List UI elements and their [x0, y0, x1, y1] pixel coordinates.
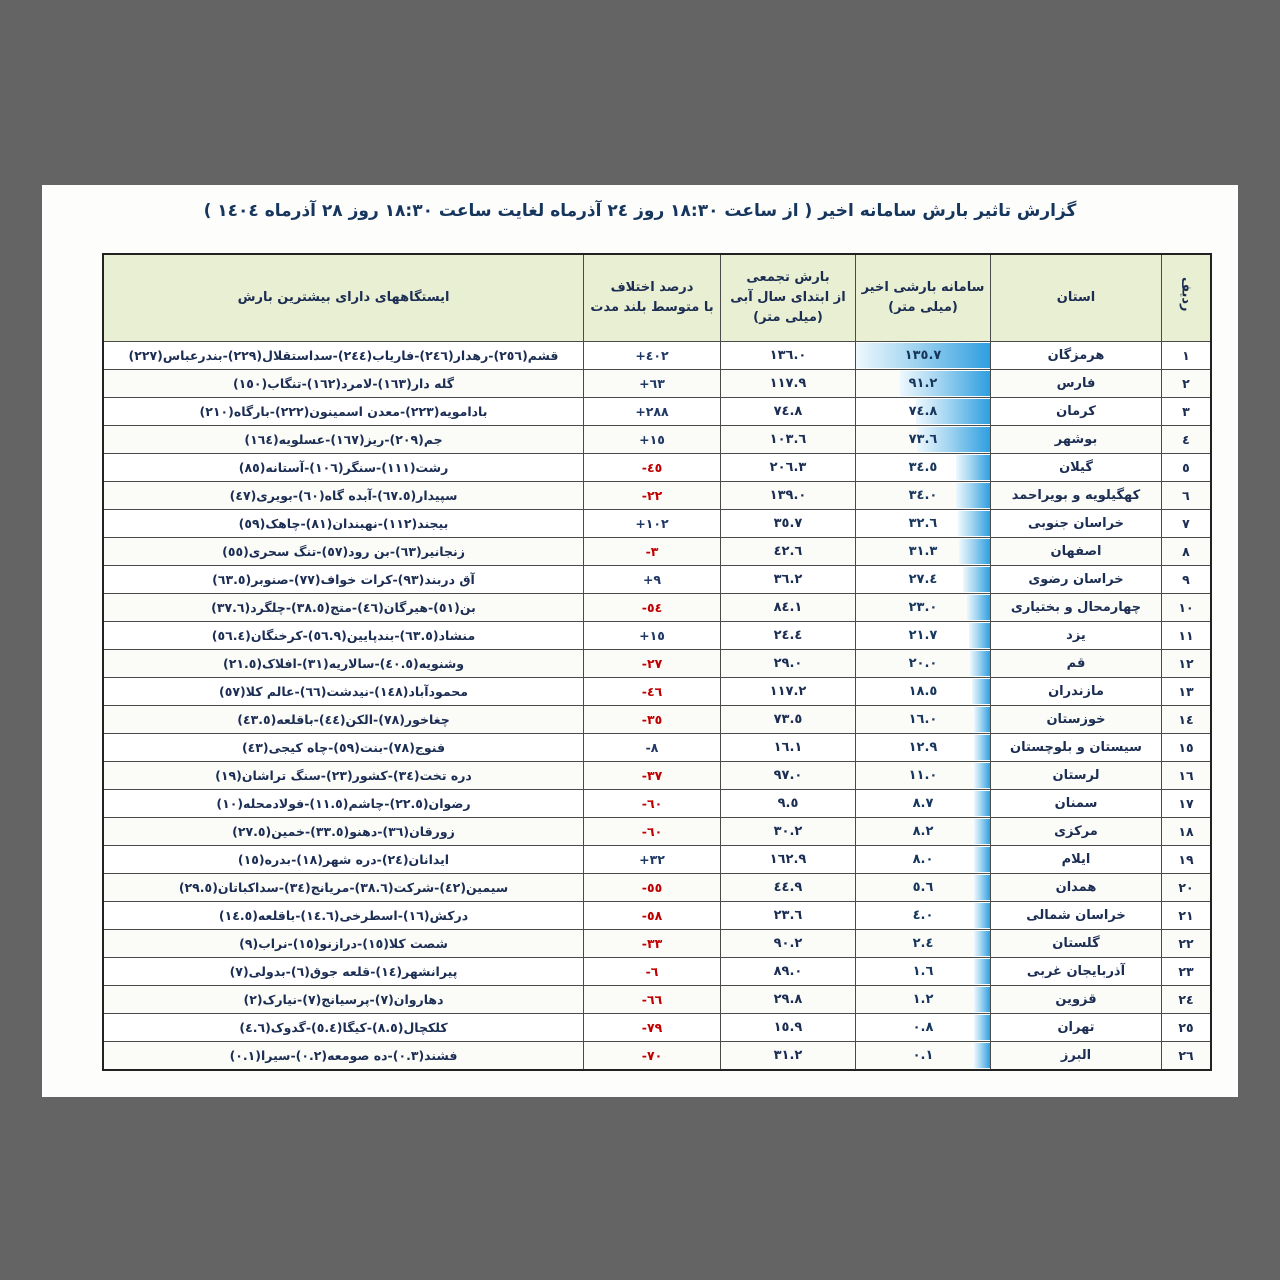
cell-top-stations: سیمین(٤٢)-شرکت(٣٨.٦)-مریانج(٣٤)-سداکباتان(٢٩.٥) — [103, 874, 584, 902]
cell-top-stations: بیجند(١١٢)-نهبندان(٨١)-چاهک(٥٩) — [103, 510, 584, 538]
cell-top-stations: محمودآباد(١٤٨)-نیدشت(٦٦)-عالم کلا(٥٧) — [103, 678, 584, 706]
cell-top-stations: آق دربند(٩٣)-کرات خواف(٧٧)-صنوبر(٦٣.٥) — [103, 566, 584, 594]
cell-cumulative-rain: ٩.٥ — [721, 790, 856, 818]
header-recent-line1: سامانه بارشی اخیر — [861, 279, 985, 295]
cell-row-number: ٨ — [1162, 538, 1212, 566]
cell-province: خراسان رضوی — [991, 566, 1162, 594]
recent-rain-value: ٧٤.٨ — [908, 404, 938, 419]
cell-row-number: ٢١ — [1162, 902, 1212, 930]
table-row — [103, 538, 1211, 566]
cell-percent-diff: +٢٨٨ — [584, 398, 721, 426]
cell-province: گلستان — [991, 930, 1162, 958]
cell-cumulative-rain: ١٥.٩ — [721, 1014, 856, 1042]
cell-row-number: ٧ — [1162, 510, 1212, 538]
table-row — [103, 1042, 1211, 1071]
cell-cumulative-rain: ٧٣.٥ — [721, 706, 856, 734]
cell-recent-rain — [856, 342, 991, 370]
cell-cumulative-rain: ٨٤.١ — [721, 594, 856, 622]
cell-cumulative-rain: ١٣٦.٠ — [721, 342, 856, 370]
cell-percent-diff: -٤٦ — [584, 678, 721, 706]
cell-recent-rain — [856, 510, 991, 538]
header-recent-line2: (میلی متر) — [888, 300, 958, 315]
cell-percent-diff: -٣٧ — [584, 762, 721, 790]
cell-top-stations: بن(٥١)-هیرگان(٤٦)-متج(٣٨.٥)-چلگرد(٣٧.٦) — [103, 594, 584, 622]
cell-province: فارس — [991, 370, 1162, 398]
cell-recent-rain — [856, 370, 991, 398]
rain-data-bar — [969, 623, 990, 648]
recent-rain-value: ١٦.٠ — [908, 712, 938, 727]
table-row — [103, 650, 1211, 678]
recent-rain-value: ١.٦ — [912, 964, 934, 979]
cell-row-number: ٦ — [1162, 482, 1212, 510]
rain-data-bar — [956, 483, 990, 508]
rain-data-bar — [974, 987, 990, 1012]
cell-percent-diff: -٥٨ — [584, 902, 721, 930]
cell-recent-rain — [856, 818, 991, 846]
cell-row-number: ٤ — [1162, 426, 1212, 454]
rain-data-bar — [974, 791, 990, 816]
cell-percent-diff: -٥٥ — [584, 874, 721, 902]
cell-row-number: ٢٠ — [1162, 874, 1212, 902]
table-row — [103, 958, 1211, 986]
recent-rain-value: ٩١.٢ — [908, 376, 938, 391]
cell-percent-diff: -٣٥ — [584, 706, 721, 734]
table-row — [103, 594, 1211, 622]
recent-rain-value: ١٨.٥ — [908, 684, 938, 699]
cell-recent-rain — [856, 762, 991, 790]
cell-top-stations: فشند(٠.٣)-ده صومعه(٠.٢)-سیرا(٠.١) — [103, 1042, 584, 1071]
cell-recent-rain — [856, 874, 991, 902]
cell-cumulative-rain: ٣١.٢ — [721, 1042, 856, 1071]
cell-recent-rain — [856, 734, 991, 762]
table-row — [103, 790, 1211, 818]
cell-top-stations: وشنویه(٤٠.٥)-سالاریه(٣١)-افلاک(٢١.٥) — [103, 650, 584, 678]
cell-row-number: ٢ — [1162, 370, 1212, 398]
cell-top-stations: زنجانیر(٦٣)-بن رود(٥٧)-تنگ سحری(٥٥) — [103, 538, 584, 566]
rain-data-bar — [974, 903, 990, 928]
cell-top-stations: گله دار(١٦٣)-لامرد(١٦٢)-تنگاب(١٥٠) — [103, 370, 584, 398]
table-row — [103, 706, 1211, 734]
header-top-stations: ایستگاههای دارای بیشترین بارش — [103, 254, 584, 342]
cell-row-number: ١٨ — [1162, 818, 1212, 846]
cell-row-number: ١٦ — [1162, 762, 1212, 790]
cell-recent-rain — [856, 902, 991, 930]
cell-row-number: ١١ — [1162, 622, 1212, 650]
recent-rain-value: ٠.١ — [912, 1048, 934, 1063]
table-row — [103, 622, 1211, 650]
cell-recent-rain — [856, 790, 991, 818]
cell-cumulative-rain: ٩٧.٠ — [721, 762, 856, 790]
cell-province: سیستان و بلوچستان — [991, 734, 1162, 762]
cell-top-stations: دره تخت(٣٤)-کشور(٢٣)-سنگ تراشان(١٩) — [103, 762, 584, 790]
table-row — [103, 734, 1211, 762]
cell-percent-diff: -٦٠ — [584, 818, 721, 846]
header-cum-line3: (میلی متر) — [753, 310, 823, 326]
cell-cumulative-rain: ٢٤.٤ — [721, 622, 856, 650]
cell-recent-rain — [856, 986, 991, 1014]
cell-province: بوشهر — [991, 426, 1162, 454]
rainfall-table — [102, 253, 1212, 1071]
cell-province: تهران — [991, 1014, 1162, 1042]
cell-row-number: ١٤ — [1162, 706, 1212, 734]
table-row — [103, 986, 1211, 1014]
recent-rain-value: ٠.٨ — [912, 1020, 934, 1035]
cell-cumulative-rain: ٧٤.٨ — [721, 398, 856, 426]
recent-rain-value: ١.٢ — [912, 992, 934, 1007]
cell-row-number: ٢٢ — [1162, 930, 1212, 958]
cell-row-number: ١ — [1162, 342, 1212, 370]
cell-cumulative-rain: ٤٤.٩ — [721, 874, 856, 902]
rain-data-bar — [956, 455, 990, 480]
cell-top-stations: درکش(١٦)-اسطرخی(١٤.٦)-باقلعه(١٤.٥) — [103, 902, 584, 930]
cell-cumulative-rain: ٩٠.٢ — [721, 930, 856, 958]
recent-rain-value: ٨.٢ — [912, 824, 934, 839]
recent-rain-value: ٣١.٣ — [908, 544, 938, 559]
rain-data-bar — [974, 847, 990, 872]
recent-rain-value: ٣٤.٠ — [908, 488, 938, 503]
cell-cumulative-rain: ٢٠٦.٣ — [721, 454, 856, 482]
cell-province: همدان — [991, 874, 1162, 902]
recent-rain-value: ١٢.٩ — [908, 740, 938, 755]
recent-rain-value: ٢٠.٠ — [908, 656, 938, 671]
cell-percent-diff: +٤٠٢ — [584, 342, 721, 370]
cell-province: قم — [991, 650, 1162, 678]
recent-rain-value: ٢٣.٠ — [908, 600, 938, 615]
cell-percent-diff: -٢٢ — [584, 482, 721, 510]
cell-province: خراسان شمالی — [991, 902, 1162, 930]
cell-top-stations: رشت(١١١)-سنگر(١٠٦)-آستانه(٨٥) — [103, 454, 584, 482]
cell-cumulative-rain: ١٦.١ — [721, 734, 856, 762]
recent-rain-value: ٢٧.٤ — [908, 572, 938, 587]
cell-top-stations: ایدانان(٢٤)-دره شهر(١٨)-بدره(١٥) — [103, 846, 584, 874]
cell-recent-rain — [856, 1014, 991, 1042]
table-row — [103, 818, 1211, 846]
cell-row-number: ٢٤ — [1162, 986, 1212, 1014]
recent-rain-value: ١١.٠ — [908, 768, 938, 783]
recent-rain-value: ٨.٧ — [912, 796, 934, 811]
cell-cumulative-rain: ٣٥.٧ — [721, 510, 856, 538]
header-percent-diff — [584, 254, 721, 342]
cell-province: البرز — [991, 1042, 1162, 1071]
cell-percent-diff: +٩ — [584, 566, 721, 594]
cell-cumulative-rain: ٨٩.٠ — [721, 958, 856, 986]
cell-row-number: ١٣ — [1162, 678, 1212, 706]
cell-row-number: ١٠ — [1162, 594, 1212, 622]
cell-recent-rain — [856, 930, 991, 958]
cell-cumulative-rain: ٢٣.٦ — [721, 902, 856, 930]
cell-top-stations: فنوج(٧٨)-بنت(٥٩)-چاه کیجی(٤٣) — [103, 734, 584, 762]
cell-province: قزوین — [991, 986, 1162, 1014]
table-row — [103, 454, 1211, 482]
cell-percent-diff: -٧٩ — [584, 1014, 721, 1042]
table-body — [103, 342, 1211, 1071]
cell-province: یزد — [991, 622, 1162, 650]
rain-data-bar — [972, 679, 990, 704]
rain-data-bar — [974, 819, 990, 844]
cell-percent-diff: -٢٧ — [584, 650, 721, 678]
cell-recent-rain — [856, 678, 991, 706]
cell-percent-diff: -٣ — [584, 538, 721, 566]
cell-row-number: ٢٥ — [1162, 1014, 1212, 1042]
rain-data-bar — [974, 959, 990, 984]
cell-recent-rain — [856, 958, 991, 986]
cell-recent-rain — [856, 1042, 991, 1071]
cell-top-stations: منشاد(٦٣.٥)-بندپایین(٥٦.٩)-کرخنگان(٥٦.٤) — [103, 622, 584, 650]
cell-cumulative-rain: ١٠٣.٦ — [721, 426, 856, 454]
table-row — [103, 370, 1211, 398]
report-title: گزارش تاثیر بارش سامانه اخیر ( از ساعت ١٨:٣٠ روز ٢٤ آذرماه لغایت ساعت ١٨:٣٠ روز ٢٨ آذرماه ١٤٠٤ ) — [203, 201, 1077, 221]
table-row — [103, 902, 1211, 930]
cell-cumulative-rain: ١٦٢.٩ — [721, 846, 856, 874]
table-row — [103, 846, 1211, 874]
cell-percent-diff: +١٥ — [584, 622, 721, 650]
cell-province: مرکزی — [991, 818, 1162, 846]
rain-data-bar — [974, 931, 990, 956]
cell-row-number: ٩ — [1162, 566, 1212, 594]
cell-top-stations: دهاروان(٧)-پرسیانج(٧)-نیارک(٢) — [103, 986, 584, 1014]
header-row-number — [1162, 254, 1212, 342]
cell-province: ایلام — [991, 846, 1162, 874]
header-cum-line2: از ابتدای سال آبی — [730, 289, 846, 305]
cell-province: لرستان — [991, 762, 1162, 790]
rain-data-bar — [970, 651, 990, 676]
cell-province: کهگیلویه و بویراحمد — [991, 482, 1162, 510]
recent-rain-value: ٤.٠ — [912, 908, 934, 923]
cell-cumulative-rain: ٢٩.٨ — [721, 986, 856, 1014]
cell-row-number: ٢٣ — [1162, 958, 1212, 986]
rain-data-bar — [963, 567, 990, 592]
cell-recent-rain — [856, 454, 991, 482]
cell-top-stations: رضوان(٢٢.٥)-چاشم(١١.٥)-فولادمحله(١٠) — [103, 790, 584, 818]
cell-province: آذربایجان غربی — [991, 958, 1162, 986]
cell-recent-rain — [856, 846, 991, 874]
table-row — [103, 426, 1211, 454]
cell-province: سمنان — [991, 790, 1162, 818]
cell-percent-diff: +١٠٢ — [584, 510, 721, 538]
cell-recent-rain — [856, 594, 991, 622]
cell-percent-diff: -٦٠ — [584, 790, 721, 818]
cell-percent-diff: +١٥ — [584, 426, 721, 454]
cell-percent-diff: -٦٦ — [584, 986, 721, 1014]
cell-top-stations: پیرانشهر(١٤)-قلعه جوق(٦)-بدولی(٧) — [103, 958, 584, 986]
header-province: استان — [991, 254, 1162, 342]
table-row — [103, 342, 1211, 370]
cell-top-stations: کلکچال(٨.٥)-کیگا(٥.٤)-گدوک(٤.٦) — [103, 1014, 584, 1042]
cell-top-stations: زورقان(٣٦)-دهنو(٣٣.٥)-خمین(٢٧.٥) — [103, 818, 584, 846]
cell-percent-diff: -٨ — [584, 734, 721, 762]
cell-row-number: ٣ — [1162, 398, 1212, 426]
cell-top-stations: قشم(٢٥٦)-رهدار(٢٤٦)-فاریاب(٢٤٤)-سداستقلال(٢٢٩)-بندرعباس(٢٢٧) — [103, 342, 584, 370]
cell-province: اصفهان — [991, 538, 1162, 566]
cell-cumulative-rain: ٢٩.٠ — [721, 650, 856, 678]
rain-data-bar — [974, 763, 990, 788]
cell-recent-rain — [856, 482, 991, 510]
table-row — [103, 1014, 1211, 1042]
cell-row-number: ١٢ — [1162, 650, 1212, 678]
cell-recent-rain — [856, 426, 991, 454]
cell-province: گیلان — [991, 454, 1162, 482]
rain-data-bar — [967, 595, 990, 620]
cell-row-number: ١٥ — [1162, 734, 1212, 762]
table-row — [103, 566, 1211, 594]
cell-percent-diff: +٦٣ — [584, 370, 721, 398]
cell-top-stations: جم(٢٠٩)-ریز(١٦٧)-عسلویه(١٦٤) — [103, 426, 584, 454]
header-row-number-label: ردیف — [1178, 277, 1194, 312]
table-row — [103, 874, 1211, 902]
recent-rain-value: ٨.٠ — [912, 852, 934, 867]
rain-data-bar — [974, 707, 990, 732]
cell-percent-diff: -٣٣ — [584, 930, 721, 958]
table-row — [103, 678, 1211, 706]
recent-rain-value: ٢١.٧ — [908, 628, 938, 643]
recent-rain-value: ٣٢.٦ — [908, 516, 938, 531]
cell-recent-rain — [856, 706, 991, 734]
cell-cumulative-rain: ٣٠.٢ — [721, 818, 856, 846]
cell-row-number: ١٩ — [1162, 846, 1212, 874]
cell-recent-rain — [856, 538, 991, 566]
cell-row-number: ٥ — [1162, 454, 1212, 482]
rain-data-bar — [958, 511, 990, 536]
rain-data-bar — [974, 1043, 990, 1068]
table-row — [103, 930, 1211, 958]
cell-recent-rain — [856, 650, 991, 678]
header-cum-line1: بارش تجمعی — [746, 269, 830, 285]
table-row — [103, 762, 1211, 790]
rain-data-bar — [974, 1015, 990, 1040]
cell-cumulative-rain: ٣٦.٢ — [721, 566, 856, 594]
recent-rain-value: ٢.٤ — [912, 936, 934, 951]
cell-percent-diff: -٦ — [584, 958, 721, 986]
cell-province: هرمزگان — [991, 342, 1162, 370]
cell-recent-rain — [856, 566, 991, 594]
rain-data-bar — [974, 735, 990, 760]
cell-province: کرمان — [991, 398, 1162, 426]
cell-top-stations: بادامویه(٢٢٣)-معدن اسمینون(٢٢٢)-بارگاه(٢١٠) — [103, 398, 584, 426]
cell-percent-diff: -٥٤ — [584, 594, 721, 622]
rain-data-bar — [974, 875, 990, 900]
header-recent-rain — [856, 254, 991, 342]
cell-percent-diff: -٧٠ — [584, 1042, 721, 1071]
recent-rain-value: ١٣٥.٧ — [904, 348, 942, 363]
cell-province: خراسان جنوبی — [991, 510, 1162, 538]
cell-percent-diff: +٣٢ — [584, 846, 721, 874]
cell-cumulative-rain: ١٣٩.٠ — [721, 482, 856, 510]
cell-cumulative-rain: ١١٧.٢ — [721, 678, 856, 706]
rain-data-bar — [959, 539, 990, 564]
cell-row-number: ٢٦ — [1162, 1042, 1212, 1071]
cell-province: چهارمحال و بختیاری — [991, 594, 1162, 622]
cell-cumulative-rain: ٤٢.٦ — [721, 538, 856, 566]
table-header — [103, 254, 1211, 342]
cell-row-number: ١٧ — [1162, 790, 1212, 818]
cell-recent-rain — [856, 622, 991, 650]
recent-rain-value: ٥.٦ — [912, 880, 934, 895]
header-pct-line2: با متوسط بلند مدت — [590, 300, 714, 315]
table-row — [103, 398, 1211, 426]
header-pct-line1: درصد اختلاف — [610, 279, 694, 295]
cell-top-stations: سپیدار(٦٧.٥)-آبده گاه(٦٠)-بویری(٤٧) — [103, 482, 584, 510]
cell-province: خوزستان — [991, 706, 1162, 734]
cell-top-stations: چغاخور(٧٨)-الکن(٤٤)-باقلعه(٤٣.٥) — [103, 706, 584, 734]
recent-rain-value: ٧٣.٦ — [908, 432, 938, 447]
table-row — [103, 482, 1211, 510]
recent-rain-value: ٣٤.٥ — [908, 460, 938, 475]
cell-province: مازندران — [991, 678, 1162, 706]
report-page — [42, 185, 1238, 1097]
cell-recent-rain — [856, 398, 991, 426]
cell-percent-diff: -٤٥ — [584, 454, 721, 482]
header-cumulative-rain — [721, 254, 856, 342]
cell-cumulative-rain: ١١٧.٩ — [721, 370, 856, 398]
table-row — [103, 510, 1211, 538]
cell-top-stations: شصت کلا(١٥)-درازنو(١٥)-نراب(٩) — [103, 930, 584, 958]
